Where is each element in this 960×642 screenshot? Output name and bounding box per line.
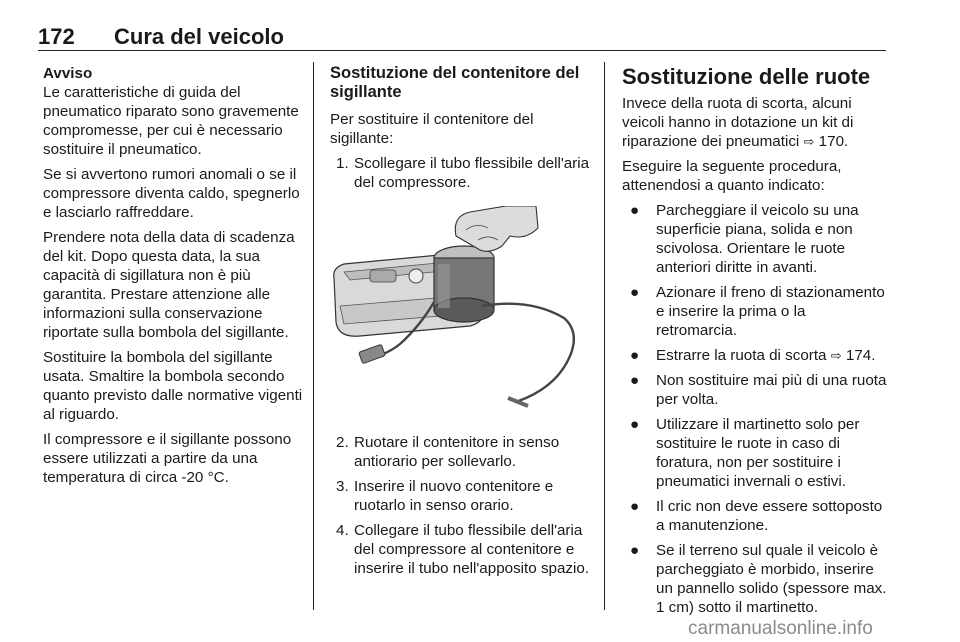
watermark: carmanualsonline.info xyxy=(688,618,873,639)
step-number: 3. xyxy=(336,478,349,495)
bullet-icon: ● xyxy=(630,284,640,301)
paragraph: Prendere nota della data di scadenza del kit. Dopo questa data, la sua capacità di sigillatura non è più garantita. Prestare attenzione alle informazioni sulla conservazione riportate sulla bombola del sigillante. xyxy=(43,229,295,341)
section-heading: Sostituzione delle ruote xyxy=(622,64,871,89)
step-number: 2. xyxy=(336,434,349,451)
section-title: Cura del veicolo xyxy=(114,24,284,49)
list-item xyxy=(622,541,890,617)
page-header xyxy=(38,24,886,51)
column-middle xyxy=(330,64,592,584)
list-item xyxy=(622,371,890,409)
bullet-icon: ● xyxy=(630,542,640,559)
item-text: Se il terreno sul quale il veicolo è parcheggiato è morbido, inserire un pannello solido (spessore max. 1 cm) sotto il martinetto. xyxy=(656,542,887,616)
paragraph: Eseguire la seguente procedura, attenendosi a quanto indicato: xyxy=(622,158,842,194)
instructions-list xyxy=(622,201,890,617)
paragraph xyxy=(622,94,890,151)
steps-list xyxy=(330,154,592,192)
item-text: Il cric non deve essere sottoposto a manutenzione. xyxy=(656,498,883,534)
page-reference[interactable]: 170. xyxy=(818,133,849,150)
step-text: Collegare il tubo flessibile dell'aria del compressore al contenitore e inserire il tubo nell'apposito spazio. xyxy=(354,522,590,577)
list-item xyxy=(622,346,890,365)
item-text: Azionare il freno di stazionamento e inserire la prima o la retromarcia. xyxy=(656,284,885,339)
paragraph: Sostituire la bombola del sigillante usata. Smaltire la bombola secondo quanto previsto dalle normative vigenti al riguardo. xyxy=(43,349,303,423)
column-right xyxy=(622,64,890,623)
bullet-icon: ● xyxy=(630,372,640,389)
bullet-icon: ● xyxy=(630,347,640,364)
column-divider xyxy=(313,62,314,610)
list-item xyxy=(622,497,890,535)
bullet-icon: ● xyxy=(630,202,640,219)
column-divider xyxy=(604,62,605,610)
list-item xyxy=(330,521,592,578)
bullet-icon: ● xyxy=(630,498,640,515)
page-number: 172 xyxy=(38,24,75,49)
step-number: 1. xyxy=(336,155,349,172)
paragraph-text: Invece della ruota di scorta, alcuni veicoli hanno in dotazione un kit di riparazione dei pneumatici xyxy=(622,95,854,150)
item-text: Estrarre la ruota di scorta xyxy=(656,347,827,364)
bullet-icon: ● xyxy=(630,416,640,433)
item-text: Parcheggiare il veicolo su una superficie piana, solida e non scivolosa. Orientare le ruote anteriori diritte in avanti. xyxy=(656,202,859,276)
step-text: Inserire il nuovo contenitore e ruotarlo in senso orario. xyxy=(354,478,554,514)
page-reference-icon: ⇨ xyxy=(830,348,842,363)
paragraph: Se si avvertono rumori anomali o se il compressore diventa caldo, spegnerlo e lasciarlo raffreddare. xyxy=(43,166,300,221)
paragraph: Per sostituire il contenitore del sigillante: xyxy=(330,111,534,147)
page-reference[interactable]: 174. xyxy=(845,347,876,364)
step-text: Scollegare il tubo flessibile dell'aria del compressore. xyxy=(354,155,590,191)
section-heading: Sostituzione del contenitore del sigillante xyxy=(330,64,580,101)
column-left xyxy=(43,64,305,493)
item-text: Non sostituire mai più di una ruota per volta. xyxy=(656,372,887,408)
item-text: Utilizzare il martinetto solo per sostituire le ruote in caso di foratura, non per sostituire i pneumatici invernali o estivi. xyxy=(656,416,860,490)
step-number: 4. xyxy=(336,522,349,539)
list-item xyxy=(622,283,890,340)
list-item xyxy=(330,477,592,515)
page-reference-icon: ⇨ xyxy=(803,134,815,149)
list-item xyxy=(622,201,890,277)
steps-list xyxy=(330,433,592,578)
list-item xyxy=(330,154,592,192)
paragraph: Il compressore e il sigillante possono essere utilizzati a partire da una temperatura di circa -20 °C. xyxy=(43,431,292,486)
compressor-illustration xyxy=(330,206,592,418)
list-item xyxy=(622,415,890,491)
note-title: Avviso xyxy=(43,65,93,82)
step-text: Ruotare il contenitore in senso antiorario per sollevarlo. xyxy=(354,434,560,470)
paragraph: Le caratteristiche di guida del pneumatico riparato sono gravemente compromesse, per cui è necessario sostituire il pneumatico. xyxy=(43,84,299,158)
list-item xyxy=(330,433,592,471)
